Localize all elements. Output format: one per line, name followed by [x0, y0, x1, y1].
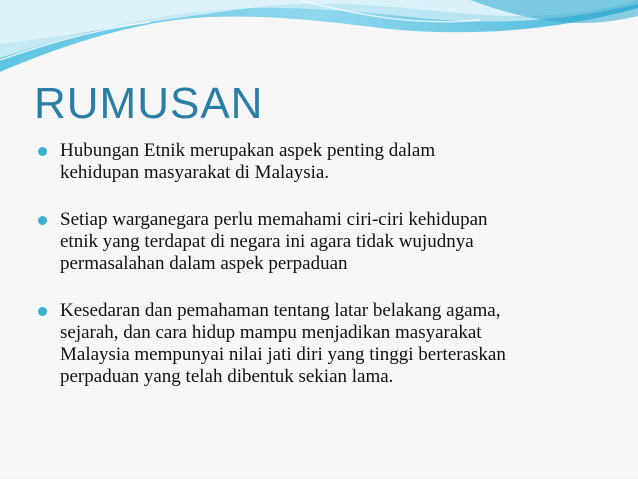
bullet-dot-icon [38, 216, 47, 225]
bullet-dot-icon [38, 307, 47, 316]
bullet-text: Setiap warganegara perlu memahami ciri-ciri kehidupan etnik yang terdapat di negara ini agara tidak wujudnya permasalahan dalam aspek perpaduan [60, 209, 488, 274]
slide-title: RUMUSAN [34, 79, 264, 128]
bullet-item [38, 209, 608, 275]
bullet-list [38, 140, 608, 413]
header-wave-decoration [0, 0, 638, 75]
bullet-item [38, 300, 608, 388]
bullet-dot-icon [38, 147, 47, 156]
bullet-text: Kesedaran dan pemahaman tentang latar belakang agama, sejarah, dan cara hidup mampu menjadikan masyarakat Malaysia mempunyai nilai jati diri yang tinggi berteraskan perpaduan yang telah dibentuk sekian lama. [60, 300, 506, 387]
bullet-item [38, 140, 608, 184]
bullet-text: Hubungan Etnik merupakan aspek penting dalam kehidupan masyarakat di Malaysia. [60, 140, 436, 183]
